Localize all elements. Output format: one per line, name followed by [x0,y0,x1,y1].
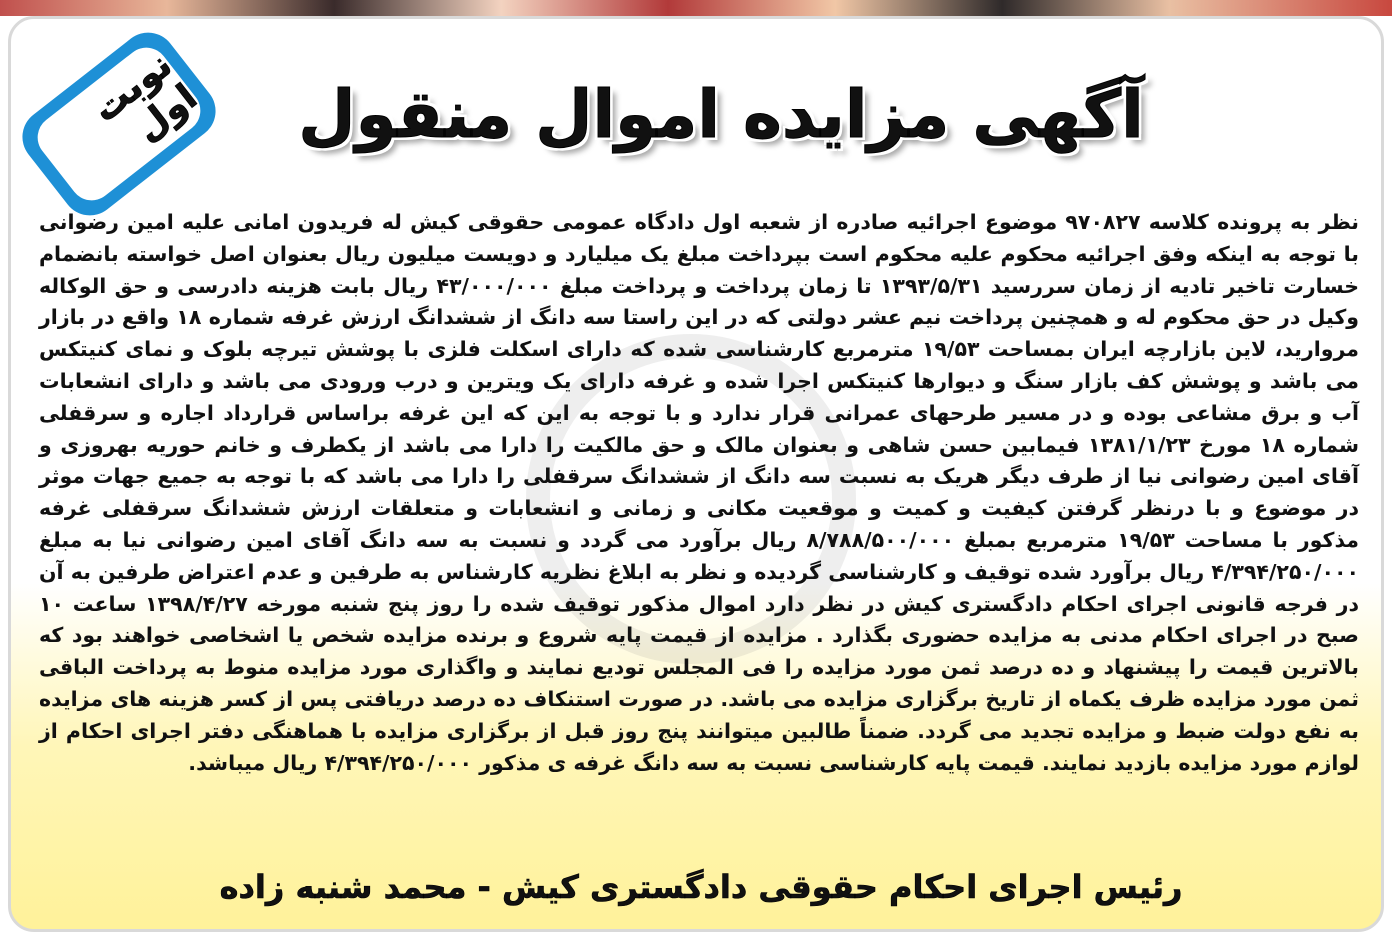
round-badge [11,21,227,226]
title-area [221,39,1221,189]
top-photo-strip [0,0,1392,16]
signature-area [171,857,1231,917]
notice-body: نظر به پرونده کلاسه ۹۷۰۸۲۷ موضوع اجرائیه صادره از شعبه اول دادگاه عمومی حقوقی کیش له فریدون امانی علیه امین رضوانی با توجه به اینکه وفق اجرائیه محکوم علیه محکوم است بپرداخت مبلغ یک میلیارد و دویست میلیون ریال بعنوان اصل خواسته بانضمام خسارت تاخیر تادیه از زمان سررسید ۱۳۹۳/۵/۳۱ تا زمان پرداخت و پرداخت مبلغ ۴۳/۰۰۰/۰۰۰ ریال بابت هزینه دادرسی و حق الوکاله وکیل در حق محکوم له و همچنین پرداخت نیم عشر دولتی که در این راستا سه دانگ از ششدانگ ارزش غرفه شماره ۱۸ واقع در بازار مروارید، لاین بازارچه ایران بمساحت ۱۹/۵۳ مترمربع کارشناسی شده که دارای اسکلت فلزی با پوشش تیرچه بلوک و نمای کنیتکس می باشد و پوشش کف بازار سنگ و دیوارها کنیتکس اجرا شده و غرفه دارای یک ویترین و درب ورودی می باشد و دارای انشعابات آب و برق مشاعی بوده و در مسیر طرحهای عمرانی قرار ندارد و با توجه به این که این غرفه براساس قرارداد اجاره و سرقفلی شماره ۱۸ مورخ ۱۳۸۱/۱/۲۳ فیمابین حسن شاهی و بعنوان مالک و حق مالکیت را دارا می باشد از یکطرف و خانم حوریه بهروزی و آقای امین رضوانی نیا از طرف دیگر هریک به نسبت سه دانگ از ششدانگ سرقفلی را دارا می باشد که با توجه به جمیع جهات موثر در موضوع و با درنظر گرفتن کیفیت و کمیت و موقعیت مکانی و زمانی و انشعابات و متعلقات ارزش ششدانگ سرقفلی غرفه مذکور با مساحت ۱۹/۵۳ مترمربع بمبلغ ۸/۷۸۸/۵۰۰/۰۰۰ ریال برآورد می گردد و نسبت به سه دانگ آقای امین رضوانی نیا به مبلغ ۴/۳۹۴/۲۵۰/۰۰۰ ریال برآورد شده توقیف و کارشناسی گردیده و نظر به ابلاغ نظریه کارشناس به طرفین و عدم اعتراض طرفین به آن در فرجه قانونی اجرای احکام دادگستری کیش در نظر دارد اموال مذکور توقیف شده را روز پنج شنبه مورخه ۱۳۹۸/۴/۲۷ ساعت ۱۰ صبح در اجرای احکام مدنی به مزایده حضوری بگذارد . مزایده از قیمت پایه شروع و برنده مزایده شخص یا اشخاصی خواهند بود که بالاترین قیمت را پیشنهاد و ده درصد ثمن مورد مزایده را فی المجلس تودیع نمایند و واگذاری مورد مزایده منوط به پرداخت الباقی ثمن مورد مزایده ظرف یکماه از تاریخ برگزاری مزایده می باشد. در صورت استنکاف ده درصد دریافتی پس از کسر هزینه های مزایده به نفع دولت ضبط و مزایده تجدید می گردد. ضمناً طالبین میتوانند پنج روز قبل از برگزاری مزایده با هماهنگی دفتر اجرای احکام از لوازم مورد مزایده بازدید نمایند. قیمت پایه کارشناسی نسبت به سه دانگ غرفه ی مذکور ۴/۳۹۴/۲۵۰/۰۰۰ ریال میباشد. [39,210,1359,775]
badge-inner [29,39,209,209]
notice-frame [8,16,1384,932]
page-title: آگهی مزایده اموال منقول [298,75,1144,153]
signature-line: رئیس اجرای احکام حقوقی دادگستری کیش - محمد شنبه زاده [219,868,1183,906]
badge-label: نوبت اول [85,44,205,150]
